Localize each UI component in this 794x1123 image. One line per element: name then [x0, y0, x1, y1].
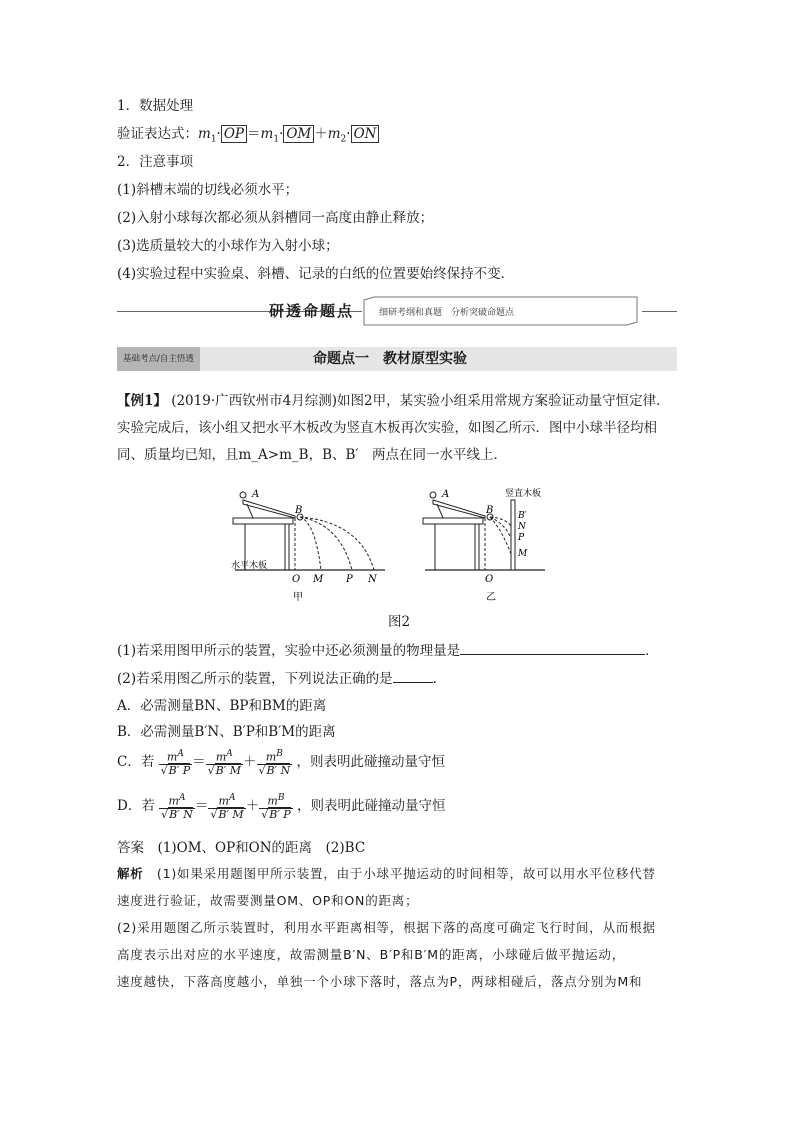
analysis-line-1-text: (1)如果采用题图甲所示装置，由于小球平抛运动的时间相等，故可以用水平位移代替 [156, 866, 656, 881]
section-banner [117, 296, 677, 326]
analysis-line-5: 速度越快，下落高度越小，单独一个小球下落时，落点为P，两球相碰后，落点分别为M和 [117, 974, 643, 989]
point-P-right: P [518, 533, 525, 543]
option-D-suffix: ，则表明此碰撞动量守恒 [297, 797, 446, 814]
section2-heading: 2．注意事项 [117, 154, 194, 170]
formula-line: 验证表达式：$m_1\cdot$ OP $=m_1\cdot$ OM $+m_2\cdot$ ON [117, 124, 379, 150]
analysis-line-1 [117, 860, 677, 887]
point-N-right: N [518, 522, 526, 532]
analysis-line-4: 高度表示出对应的水平速度，故需测量B′N、B′P和B′M的距离，小球碰后做平抛运动， [117, 947, 626, 962]
figure-caption: 图2 [388, 614, 411, 630]
horizontal-board-label: 水平木板 [231, 561, 268, 571]
example-source: (2019·广西钦州市4月综测) [171, 393, 337, 409]
option-C: C．若 $\frac{m^A}{√B' P}$ ＝ $\frac{m^A}{√B' M}$ ＋ $\frac{m^B}{√B' N}$ ，则表明此碰撞动量守恒 [117, 749, 446, 777]
option-B: B．必需测量B′N、B′P和B′M的距离 [117, 724, 336, 740]
note-item-4: (4)实验过程中实验桌、斜槽、记录的白纸的位置要始终保持不变． [117, 266, 515, 282]
question-2-text: (2)若采用图乙所示的装置，下列说法正确的是 [117, 671, 393, 687]
note-item-3: (3)选质量较大的小球作为入射小球； [117, 238, 339, 254]
banner-rule-right [642, 311, 677, 312]
point-O-right: O [485, 574, 494, 585]
figure-left-label: 甲 [293, 592, 303, 603]
point-M-left: M [313, 574, 324, 585]
option-D: D．若 $\frac{m^A}{√B' N}$ ＝ $\frac{m^A}{√B' M}$ ＋ $\frac{m^B}{√B' P}$ ，则表明此碰撞动量守恒 [117, 793, 446, 821]
point-B-right: B [486, 505, 494, 516]
point-B-left: B [295, 505, 303, 516]
note-item-1: (1)斜槽末端的切线必须水平； [117, 182, 299, 198]
banner-subtitle: 细研考纲和真题 分析突破命题点 [379, 308, 515, 318]
topic-tag: 基础考点/自主悟透 [117, 347, 200, 371]
vertical-board-label: 竖直木板 [505, 489, 542, 499]
question-2: (2)若采用图乙所示的装置，下列说法正确的是 ． [117, 668, 446, 689]
analysis-block [117, 860, 677, 995]
topic-title: 命题点一 教材原型实验 [313, 351, 467, 367]
analysis-line-3: (2)采用题图乙所示装置时，利用水平距离相等，根据下落的高度可确定飞行时间，从而根据 [117, 920, 656, 935]
option-D-frac-2: $\frac{m^A}{√B' M}$ [210, 793, 244, 821]
section1-heading: 1．数据处理 [117, 98, 194, 114]
topic-bar [117, 347, 677, 371]
point-Bprime-right: B′ [518, 511, 527, 521]
question-1-blank[interactable] [460, 640, 645, 655]
option-C-suffix: ，则表明此碰撞动量守恒 [296, 753, 446, 770]
question-2-blank[interactable] [393, 668, 433, 683]
point-A-right: A [442, 489, 450, 500]
option-C-prefix: C．若 [117, 753, 155, 770]
point-O-left: O [292, 574, 301, 585]
note-item-2: (2)入射小球每次都必须从斜槽同一高度由静止释放； [117, 210, 434, 226]
option-D-frac-3: $\frac{m^B}{√B' P}$ [261, 793, 291, 821]
example-label: 【例1】 [117, 393, 167, 409]
option-A: A．必需测量BN、BP和BM的距离 [117, 698, 327, 714]
figure-right [423, 487, 545, 603]
option-C-frac-2: $\frac{m^A}{√B' M}$ [207, 749, 241, 777]
option-C-frac-3: $\frac{m^B}{√B' N}$ [258, 749, 291, 777]
analysis-line-2: 速度进行验证，故需要测量OM、OP和ON的距离； [117, 893, 419, 908]
option-C-frac-1: $\frac{m^A}{√B' P}$ [160, 749, 191, 777]
point-A-left: A [252, 489, 260, 500]
banner-title: 研透命题点 [269, 302, 355, 320]
option-D-prefix: D．若 [117, 797, 155, 814]
figure-left [231, 489, 385, 603]
point-M-right: M [518, 549, 528, 559]
question-1: (1)若采用图甲所示的装置，实验中还必须测量的物理量是 ． [117, 640, 659, 661]
answer-text: (1)OM、OP和ON的距离 (2)BC [157, 840, 366, 856]
example-paragraph [117, 388, 677, 469]
figure-2 [225, 482, 565, 612]
point-P-left: P [346, 574, 353, 585]
figure-right-label: 乙 [486, 592, 496, 603]
answer-label: 答案 [117, 840, 144, 856]
formula-prefix: 验证表达式： [117, 126, 198, 142]
answer-line [117, 838, 365, 858]
example-text: 如图2甲，某实验小组采用常规方案验证动量守恒定律．实验完成后，该小组又把水平木板改为竖直木板再次实验，如图乙所示．图中小球半径均相同、质量均已知，且m_A>m_B，B、B′ 两点在同一水平线上． [117, 393, 670, 463]
point-N-left: N [368, 574, 377, 585]
analysis-label: 解析 [117, 866, 144, 881]
question-1-text: (1)若采用图甲所示的装置，实验中还必须测量的物理量是 [117, 643, 461, 659]
option-D-frac-1: $\frac{m^A}{√B' N}$ [161, 793, 193, 821]
